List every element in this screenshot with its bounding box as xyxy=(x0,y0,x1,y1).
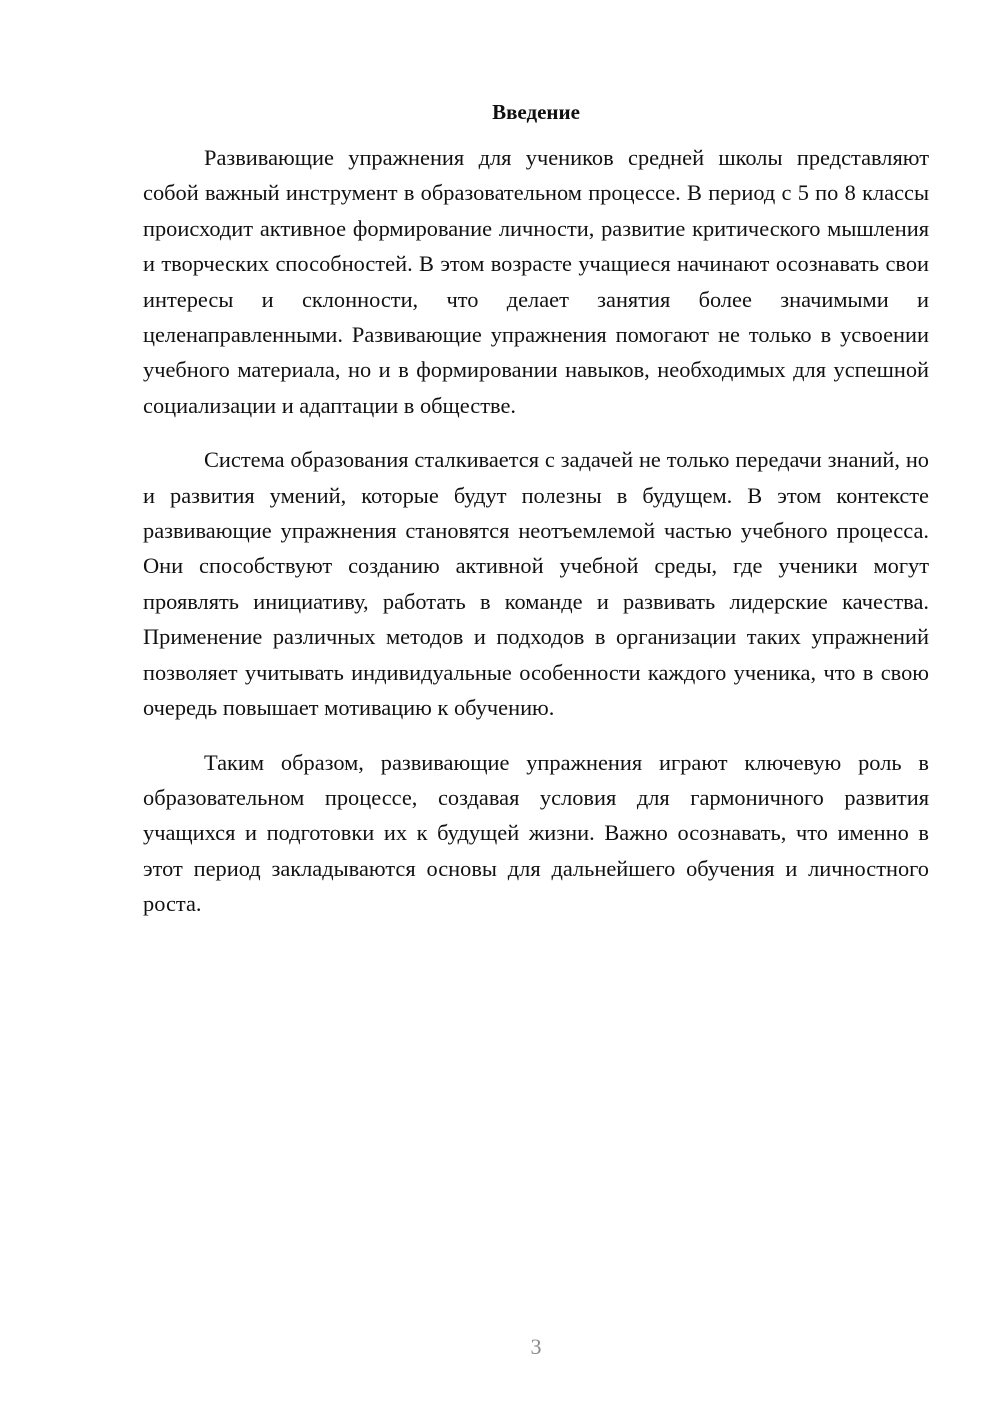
page-content xyxy=(143,98,929,941)
section-heading: Введение xyxy=(492,100,580,124)
paragraph-1: Развивающие упражнения для учеников средней школы представляют собой важный инструмент в образовательном процессе. В период с 5 по 8 классы происходит активное формирование личности, развитие критического мышления и творческих способностей. В этом возрасте учащиеся начинают осознавать свои интересы и склонности, что делает занятия более значимыми и целенаправленными. Развивающие упражнения помогают не только в усвоении учебного материала, но и в формировании навыков, необходимых для успешной социализации и адаптации в обществе. xyxy=(143,145,929,418)
page-number: 3 xyxy=(530,1334,542,1359)
paragraph-3: Таким образом, развивающие упражнения играют ключевую роль в образовательном процессе, создавая условия для гармоничного развития учащихся и подготовки их к будущей жизни. Важно осознавать, что именно в этот период закладываются основы для дальнейшего обучения и личностного роста. xyxy=(143,749,929,917)
paragraph-2: Система образования сталкивается с задачей не только передачи знаний, но и развития умений, которые будут полезны в будущем. В этом контексте развивающие упражнения становятся неотъемлемой частью учебного процесса. Они способствуют созданию активной учебной среды, где ученики могут проявлять инициативу, работать в команде и развивать лидерские качества. Применение различных методов и подходов в организации таких упражнений позволяет учитывать индивидуальные особенности каждого ученика, что в свою очередь повышает мотивацию к обучению. xyxy=(143,447,929,721)
